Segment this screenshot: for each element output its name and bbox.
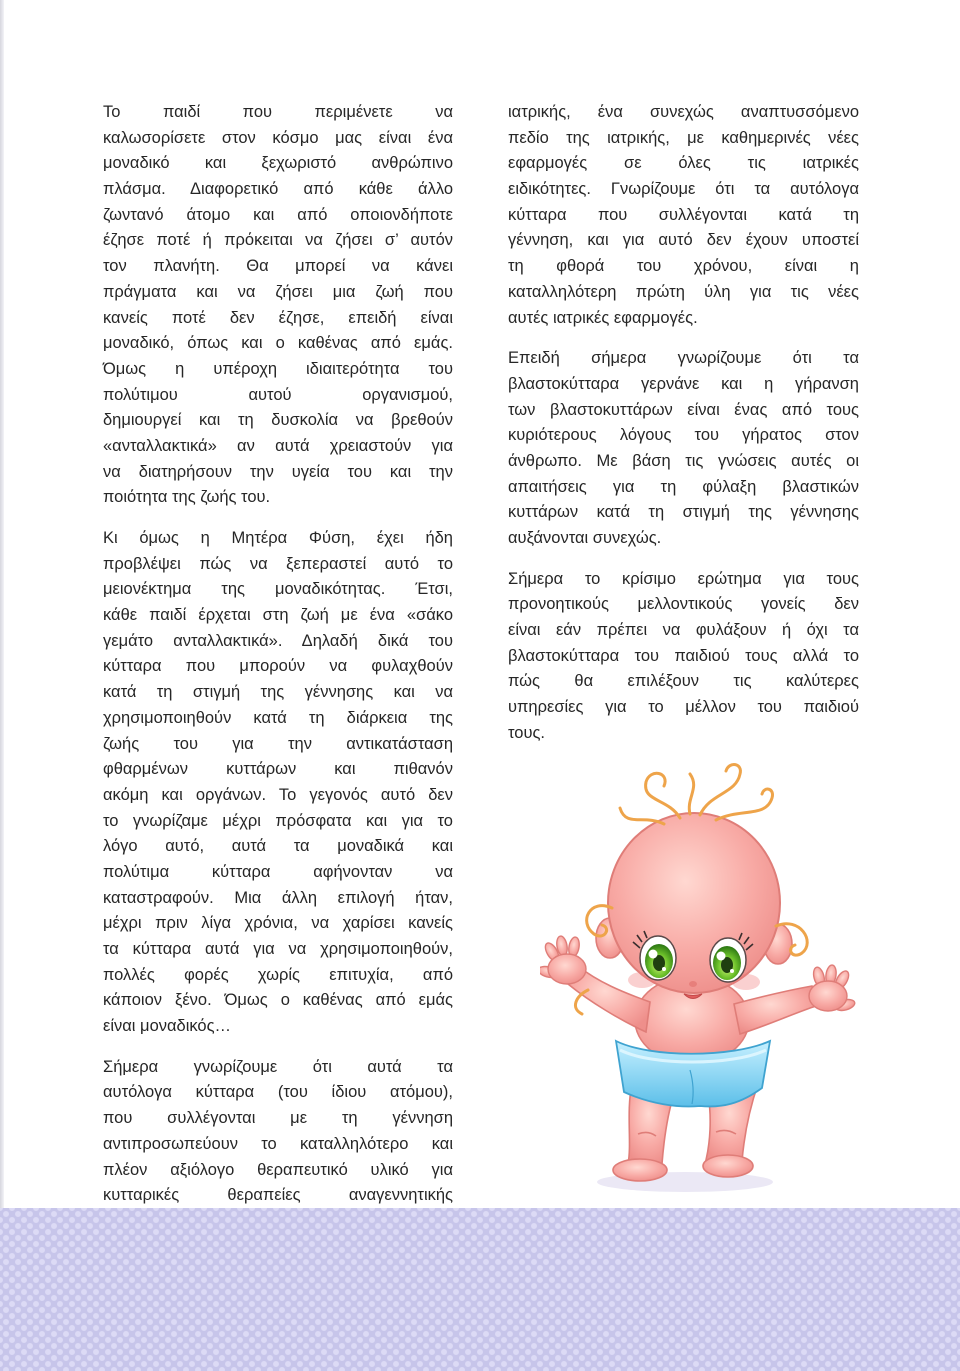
text-line: είναι μοναδικός… [103, 1017, 232, 1036]
text-line: ακόμη και οργάνων. Το γεγονός αυτό δεν [103, 785, 453, 804]
text-line: καλωσορίσετε στον κόσμο μας είναι ένα [103, 128, 453, 147]
text-line: άνθρωπο. Με βάση τις γνώσεις αυτές οι [508, 451, 859, 470]
text-line: καταλληλότερη πρώτη ύλη για τις νέες [508, 282, 859, 301]
text-line: λόγο αυτό, αυτά τα μοναδικά και [103, 837, 453, 856]
text-line: τα κύτταρα αυτά για να χρησιμοποιηθούν, [103, 940, 453, 958]
text-line: Όμως η υπέροχη ιδιαιτερότητα του [103, 359, 453, 378]
text-line: αυτόλογα κύτταρα (του ίδιου ατόμου), [103, 1083, 453, 1102]
text-line: μειονέκτημα της μοναδικότητας. Έτσι, [103, 580, 453, 599]
text-line: υπηρεσίες για το μέλλον του παιδιού [508, 698, 859, 717]
text-line: γέννηση, και για αυτό δεν έχουν υποστεί [508, 231, 859, 250]
paragraph [103, 1055, 453, 1209]
paragraph [103, 526, 453, 1040]
decorative-dotted-band [0, 1208, 960, 1371]
text-line: Το παιδί που περιμένετε να [103, 103, 453, 121]
text-line: Κι όμως η Μητέρα Φύση, έχει ήδη [103, 529, 453, 547]
right-column [508, 100, 859, 762]
text-line: τους. [508, 723, 546, 742]
paragraph [508, 567, 859, 747]
text-line: ζωντανό άτομο και από οποιονδήποτε [103, 205, 453, 224]
text-line: το γνωρίζαμε μέχρι πρόσφατα και για το [103, 811, 453, 830]
text-line: Σήμερα το κρίσιμο ερώτημα για τους [508, 569, 859, 588]
text-line: απαιτήσεις για τη φύλαξη βλαστικών [508, 477, 859, 496]
text-line: τη φθορά του χρόνου, είναι η [508, 257, 859, 276]
text-line: πράγματα και να ζήσει μια ζωή που [103, 282, 453, 301]
text-line: πολλές φορές χωρίς επιτυχία, από [103, 965, 453, 984]
text-line: γεμάτο ανταλλακτικά». Δηλαδή δικά του [103, 631, 453, 650]
text-line: βλαστοκύτταρα γερνάνε και η γήρανση [508, 374, 859, 393]
text-line: προβλέψει πώς να ξεπεραστεί αυτό το [103, 554, 453, 573]
text-line: πλέον αξιόλογο θεραπευτικό υλικό για [103, 1160, 453, 1179]
text-line: μέχρι πριν λίγα χρόνια, να χαρίσει κανείς [103, 914, 453, 933]
text-line: πώς θα επιλέξουν τις καλύτερες [508, 672, 859, 691]
text-line: πολύτιμου αυτού οργανισμού, [103, 385, 453, 404]
baby-illustration [540, 758, 860, 1198]
text-line: κυτταρικές θεραπείες αναγεννητικής [103, 1186, 453, 1205]
text-line: ειδικότητες. Γνωρίζουμε ότι τα αυτόλογα [508, 180, 859, 199]
text-line: αυτές ιατρικές εφαρμογές. [508, 308, 698, 327]
text-line: «ανταλλακτικά» αν αυτά χρειαστούν για [103, 436, 453, 455]
text-line: που συλλέγονται με τη γέννηση [103, 1109, 453, 1128]
text-line: ποιότητα της ζωής του. [103, 488, 271, 507]
text-line: να διατηρήσουν την υγεία του και την [103, 462, 453, 481]
paragraph [508, 346, 859, 552]
text-line: πεδίο της ιατρικής, με καθημερινές νέες [508, 128, 859, 147]
text-line: μοναδικό, όπως και ο καθένας από εμάς. [103, 334, 453, 353]
text-line: κύτταρα που συλλέγονται κατά τη [508, 205, 859, 224]
text-line: κανείς ποτέ δεν έζησε, επειδή είναι [103, 308, 453, 327]
text-line: ζωής του για την αντικατάσταση [103, 734, 453, 753]
paragraph [508, 100, 859, 331]
text-line: Σήμερα γνωρίζουμε ότι αυτά τα [103, 1057, 453, 1076]
text-line: είναι εάν πρέπει να φυλάξουν ή όχι τα [508, 621, 859, 640]
text-line: πλάσμα. Διαφορετικό από κάθε άλλο [103, 180, 453, 199]
text-line: βλαστοκύτταρα του παιδιού τους αλλά το [508, 646, 859, 665]
text-line: αυξάνονται συνεχώς. [508, 529, 662, 547]
text-line: κυττάρων κατά τη στιγμή της γέννησης [508, 503, 859, 522]
baby-head [608, 813, 780, 993]
text-line: αντιπροσωπεύουν το καταλληλότερο και [103, 1134, 453, 1153]
text-line: Επειδή σήμερα γνωρίζουμε ότι τα [508, 349, 859, 368]
text-line: εφαρμογές σε όλες τις ιατρικές [508, 154, 859, 173]
text-line: ιατρικής, ένα συνεχώς αναπτυσσόμενο [508, 103, 859, 121]
left-column [103, 100, 453, 1224]
text-line: μοναδικό και ξεχωριστό ανθρώπινο [103, 154, 453, 173]
text-line: των βλαστοκυττάρων είναι ένας από τους [508, 400, 859, 419]
text-line: κυριότερους λόγους του γήρατος στον [508, 426, 859, 445]
page-edge [0, 0, 4, 1208]
text-line: χρησιμοποιηθούν κατά τη διάρκεια της [103, 708, 453, 727]
text-line: προνοητικούς μελλοντικούς γονείς δεν [508, 595, 859, 614]
text-line: τον πλανήτη. Θα μπορεί να κάνει [103, 257, 453, 276]
text-line: έζησε ποτέ ή πρόκειται να ζήσει σ’ αυτόν [103, 231, 453, 250]
text-line: κατά τη στιγμή της γέννησης και να [103, 683, 453, 702]
text-line: κάθε παιδί έρχεται στη ζωή με ένα «σάκο [103, 606, 453, 625]
text-line: κύτταρα που μπορούν να φυλαχθούν [103, 657, 453, 676]
text-line: κάποιον ξένο. Όμως ο καθένας από εμάς [103, 991, 453, 1010]
text-line: δημιουργεί και τη δυσκολία να βρεθούν [103, 411, 453, 430]
text-line: καταστραφούν. Μια άλλη επιλογή ήταν, [103, 888, 453, 907]
baby-nose [689, 981, 697, 987]
text-line: φθαρμένων κυττάρων και πιθανόν [103, 760, 453, 779]
paragraph [103, 100, 453, 511]
text-line: πολύτιμα κύτταρα αφήνονταν να [103, 862, 453, 881]
